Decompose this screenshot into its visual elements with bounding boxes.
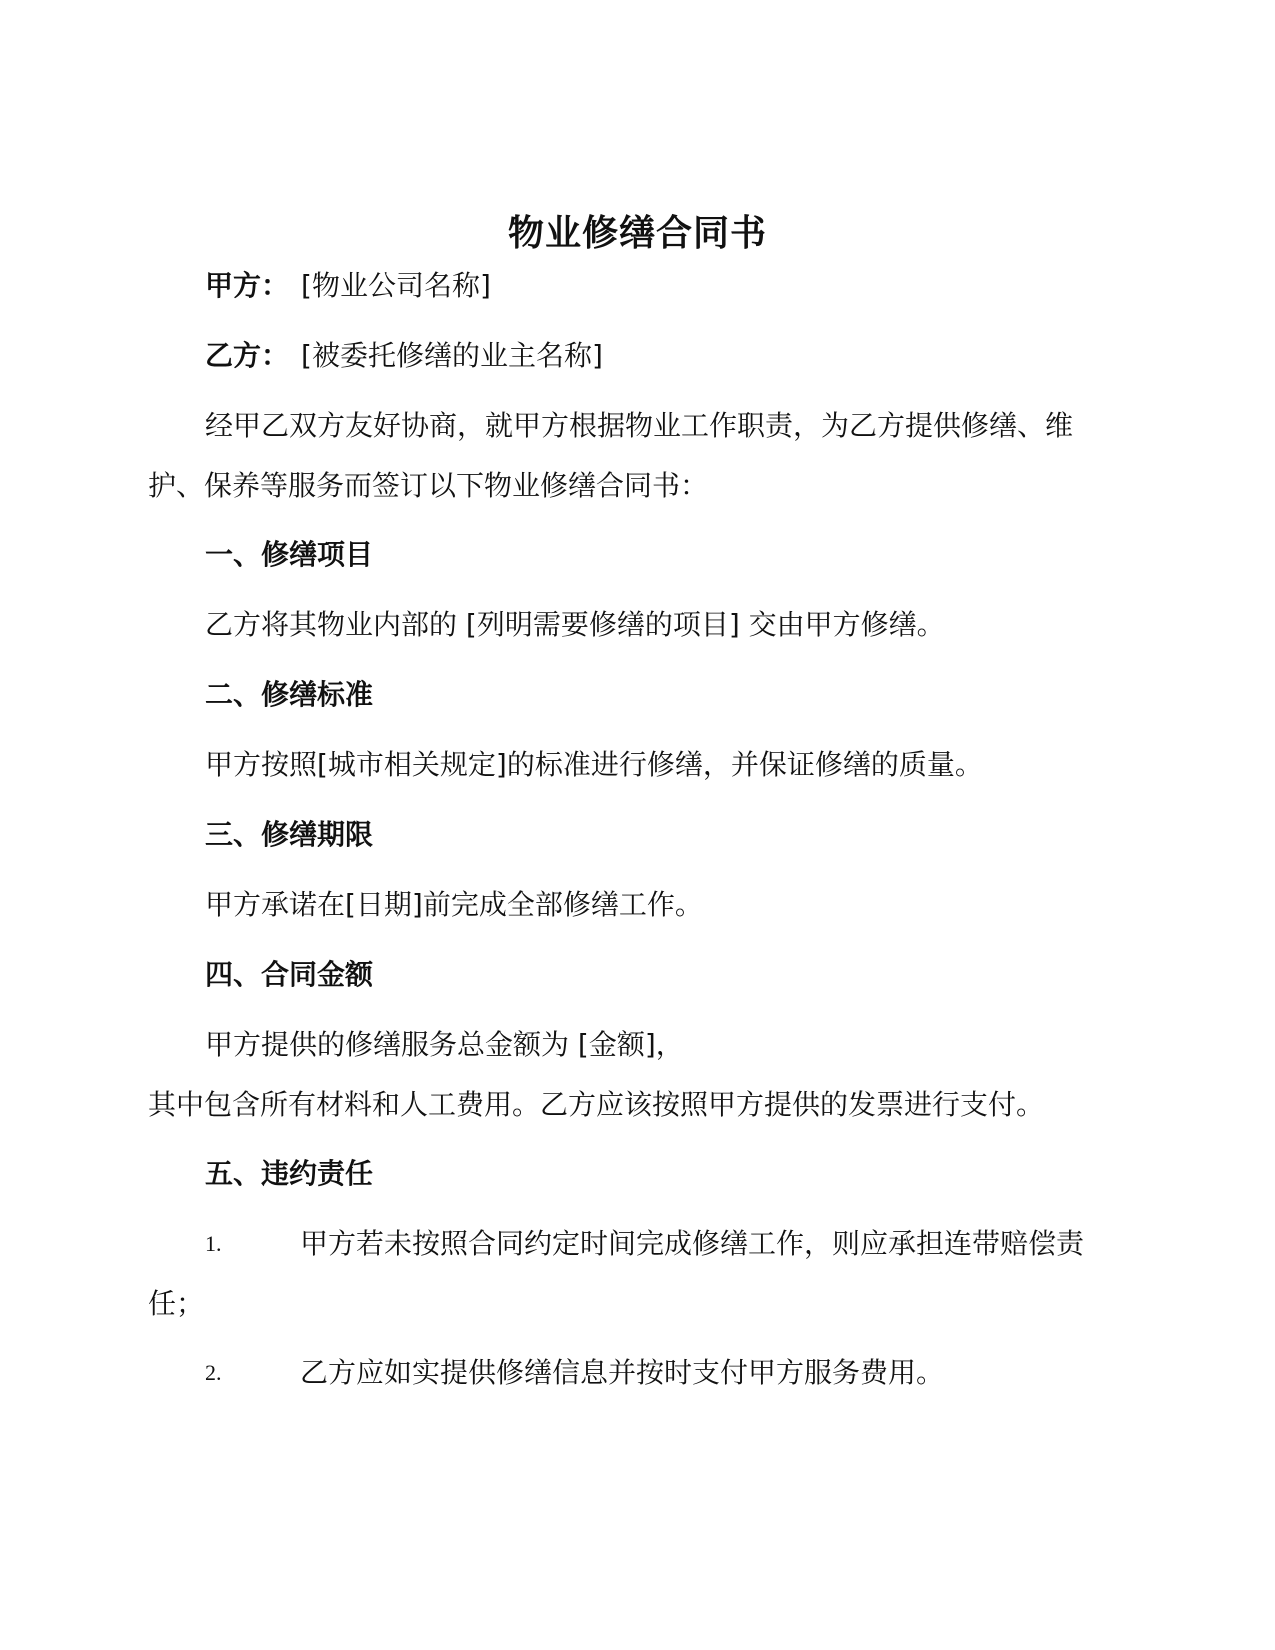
section-text-contract-amount-line-2: 其中包含所有材料和人工费用。乙方应该按照甲方提供的发票进行支付。: [148, 1088, 1045, 1121]
liability-item-1-text-line-2: 任；: [148, 1287, 205, 1320]
intro-paragraph-line-1: 经甲乙双方友好协商，就甲方根据物业工作职责，为乙方提供修缮、维: [205, 409, 1074, 442]
party-b-label: 乙方：: [205, 339, 290, 372]
section-heading-liability: 五、违约责任: [205, 1157, 374, 1190]
section-heading-repair-period: 三、修缮期限: [205, 818, 374, 851]
section-text-repair-items: 乙方将其物业内部的 [列明需要修缮的项目] 交由甲方修缮。: [205, 608, 945, 641]
section-heading-repair-items: 一、修缮项目: [205, 538, 374, 571]
party-a-label: 甲方：: [205, 269, 290, 302]
liability-item-2-number: 2.: [205, 1360, 222, 1385]
party-a-line: [205, 266, 491, 306]
party-b-line: [205, 336, 603, 376]
party-a-value: [物业公司名称]: [301, 269, 491, 302]
intro-paragraph-line-2: 护、保养等服务而签订以下物业修缮合同书：: [148, 469, 709, 502]
liability-item-1-number: 1.: [205, 1231, 222, 1256]
document-title: 物业修缮合同书: [507, 213, 767, 254]
section-text-repair-period: 甲方承诺在[日期]前完成全部修缮工作。: [205, 888, 703, 921]
section-text-repair-standard: 甲方按照[城市相关规定]的标准进行修缮，并保证修缮的质量。: [205, 748, 983, 781]
section-text-contract-amount-line-1: 甲方提供的修缮服务总金额为 [金额]，: [205, 1028, 684, 1061]
liability-item-1-text-line-1: 甲方若未按照合同约定时间完成修缮工作，则应承担连带赔偿责: [300, 1227, 1085, 1260]
section-heading-repair-standard: 二、修缮标准: [205, 678, 374, 711]
section-heading-contract-amount: 四、合同金额: [205, 958, 374, 991]
liability-item-2-text-line-1: 乙方应如实提供修缮信息并按时支付甲方服务费用。: [300, 1356, 945, 1389]
party-b-value: [被委托修缮的业主名称]: [301, 339, 603, 372]
